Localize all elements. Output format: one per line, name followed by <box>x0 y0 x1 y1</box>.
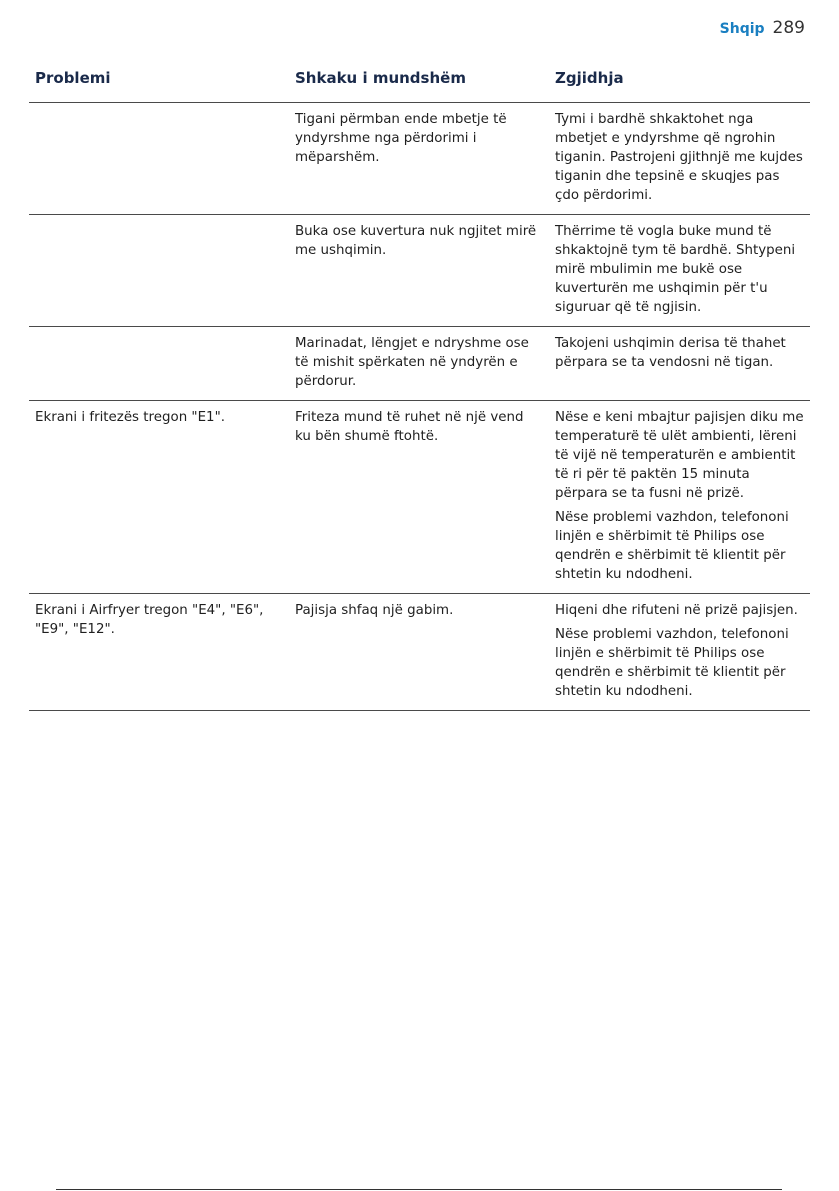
cause-cell: Buka ose kuvertura nuk ngjitet mirë me ushqimin. <box>295 224 537 258</box>
solution-paragraph: Nëse problemi vazhdon, telefononi linjën e shërbimit të Philips ose qendrën e shërbimit të klientit për shtetin ku ndodheni. <box>555 627 789 699</box>
table-row <box>29 103 810 215</box>
cause-cell: Friteza mund të ruhet në një vend ku bën shumë ftohtë. <box>295 410 524 444</box>
solution-paragraph: Takojeni ushqimin derisa të thahet përpara se ta vendosni në tigan. <box>555 336 786 370</box>
solution-paragraph: Thërrime të vogla buke mund të shkaktojnë tym të bardhë. Shtypeni mirë mbulimin me bukë ose kuverturën me ushqimin për t'u siguruar që të ngjisin. <box>555 224 796 315</box>
problem-cell <box>29 215 289 326</box>
table-row <box>29 215 810 327</box>
solution-cell <box>549 215 810 326</box>
problem-cell <box>29 103 289 214</box>
solution-cell <box>549 103 810 214</box>
problem-cell: Ekrani i Airfryer tregon "E4", "E6", "E9", "E12". <box>35 603 264 637</box>
solution-cell <box>549 594 810 710</box>
page-header <box>720 18 805 38</box>
cause-cell: Tigani përmban ende mbetje të yndyrshme nga përdorimi i mëparshëm. <box>295 112 507 165</box>
table-row <box>29 401 810 594</box>
cause-cell: Pajisja shfaq një gabim. <box>295 603 454 618</box>
solution-paragraph: Tymi i bardhë shkaktohet nga mbetjet e yndyrshme që ngrohin tiganin. Pastrojeni gjithnjë me kujdes tiganin dhe tepsinë e skuqjes pas çdo përdorimi. <box>555 112 803 203</box>
solution-paragraph: Nëse problemi vazhdon, telefononi linjën e shërbimit të Philips ose qendrën e shërbimit të klientit për shtetin ku ndodheni. <box>555 510 789 582</box>
table-row <box>29 327 810 401</box>
solution-cell <box>549 327 810 400</box>
column-header-problem: Problemi <box>35 69 111 87</box>
language-label: Shqip <box>719 21 765 37</box>
solution-cell <box>549 401 810 593</box>
page-number: 289 <box>772 18 805 38</box>
column-header-cause: Shkaku i mundshëm <box>295 69 466 87</box>
table-header-row <box>29 60 810 103</box>
column-header-solution: Zgjidhja <box>555 69 624 87</box>
problem-cell: Ekrani i fritezës tregon "E1". <box>35 410 225 425</box>
solution-paragraph: Nëse e keni mbajtur pajisjen diku me temperaturë të ulët ambienti, lëreni të vijë në temperaturën e ambientit të ri për të paktën 15 minuta përpara se ta fusni në prizë. <box>555 410 804 501</box>
problem-cell <box>29 327 289 400</box>
footer-rule <box>56 1189 782 1190</box>
table-row <box>29 594 810 711</box>
troubleshooting-table <box>29 60 810 711</box>
cause-cell: Marinadat, lëngjet e ndryshme ose të mishit spërkaten në yndyrën e përdorur. <box>295 336 529 389</box>
solution-paragraph: Hiqeni dhe rifuteni në prizë pajisjen. <box>555 603 798 618</box>
